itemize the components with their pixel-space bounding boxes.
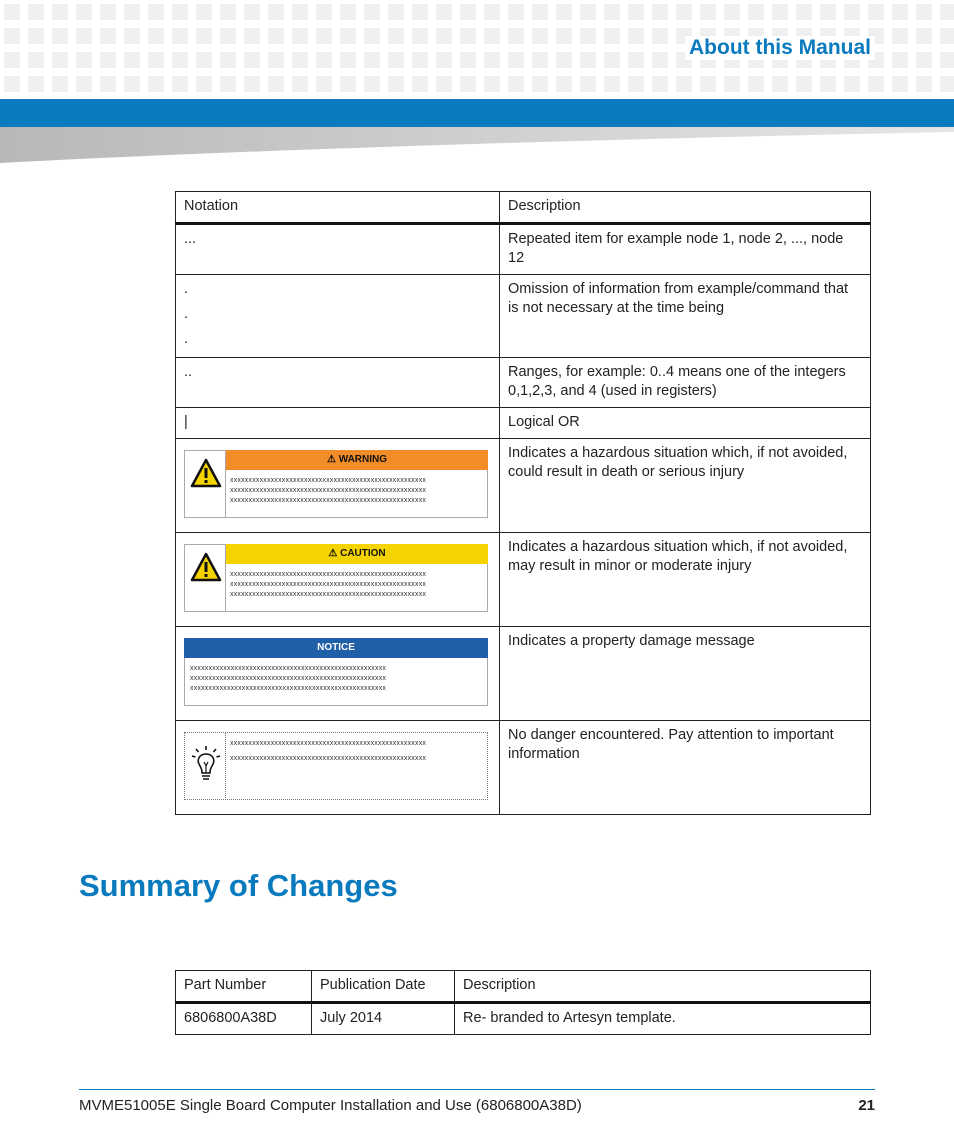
header-dot — [268, 28, 284, 44]
header-dot — [52, 28, 68, 44]
warning-band: ⚠ WARNING — [226, 450, 488, 470]
header-dot — [844, 76, 860, 92]
notation-cell — [176, 439, 500, 533]
header-dot — [76, 28, 92, 44]
notation-dot: . — [184, 306, 189, 322]
header-dot — [244, 28, 260, 44]
notation-cell: ... — [176, 224, 500, 275]
header-dot — [436, 4, 452, 20]
column-header: Part Number — [176, 971, 312, 1003]
header-dot — [580, 28, 596, 44]
header-dot — [580, 76, 596, 92]
header-dot — [100, 52, 116, 68]
header-dot — [460, 76, 476, 92]
header-dot — [316, 52, 332, 68]
description-cell: Indicates a property damage message — [500, 627, 871, 721]
header-dot — [412, 28, 428, 44]
column-header: Publication Date — [312, 971, 455, 1003]
header-dot — [124, 28, 140, 44]
description-cell: Indicates a hazardous situation which, if not avoided, could result in death or serious injury — [500, 439, 871, 533]
header-dot — [28, 28, 44, 44]
header-dot — [556, 28, 572, 44]
header-grey-swoosh — [0, 127, 954, 163]
header-dot — [316, 28, 332, 44]
header-dot — [364, 52, 380, 68]
notation-cell: | — [176, 408, 500, 439]
section-title: About this Manual — [685, 36, 875, 60]
header-dot — [52, 52, 68, 68]
notation-cell — [176, 275, 500, 358]
header-dot — [628, 76, 644, 92]
header-dot — [340, 28, 356, 44]
table-header-row — [176, 971, 871, 1003]
caution-band: ⚠ CAUTION — [226, 544, 488, 564]
header-dot — [148, 28, 164, 44]
header-dot — [124, 52, 140, 68]
header-dot — [652, 28, 668, 44]
header-dot — [868, 76, 884, 92]
table-row — [176, 358, 871, 408]
header-dot — [556, 4, 572, 20]
header-dot — [52, 4, 68, 20]
header-dot — [940, 76, 954, 92]
header-dot — [340, 76, 356, 92]
header-dot — [604, 4, 620, 20]
header-dot — [940, 52, 954, 68]
header-dot — [148, 76, 164, 92]
header-dot — [484, 76, 500, 92]
header-dot — [100, 4, 116, 20]
header-dot — [652, 4, 668, 20]
header-dot — [676, 76, 692, 92]
header-dot — [820, 76, 836, 92]
header-dot — [436, 76, 452, 92]
header-dot — [244, 4, 260, 20]
header-dot — [844, 4, 860, 20]
header-dot — [628, 52, 644, 68]
page-number: 21 — [858, 1097, 875, 1114]
table-row — [176, 408, 871, 439]
notation-cell: .. — [176, 358, 500, 408]
header-dot — [148, 52, 164, 68]
header-dot — [220, 4, 236, 20]
header-dot — [796, 4, 812, 20]
header-dot — [532, 28, 548, 44]
description-cell: Indicates a hazardous situation which, if not avoided, may result in minor or moderate injury — [500, 533, 871, 627]
header-dot — [292, 76, 308, 92]
header-dot — [388, 76, 404, 92]
header-dot — [628, 28, 644, 44]
header-dot — [268, 52, 284, 68]
header-dot — [388, 52, 404, 68]
summary-heading: Summary of Changes — [79, 868, 398, 903]
header-dot — [724, 4, 740, 20]
header-dot — [28, 4, 44, 20]
header-dot — [580, 4, 596, 20]
header-dot — [508, 28, 524, 44]
header-dot — [292, 52, 308, 68]
header-dot — [508, 76, 524, 92]
description-cell: Repeated item for example node 1, node 2, ..., node 12 — [500, 224, 871, 275]
header-dot — [556, 76, 572, 92]
header-dot — [268, 76, 284, 92]
changes-table — [175, 970, 871, 1035]
header-dot — [100, 76, 116, 92]
header-dot — [484, 4, 500, 20]
header-dot — [292, 28, 308, 44]
lightbulb-icon — [190, 744, 222, 786]
header-dot — [484, 28, 500, 44]
description-cell: Re- branded to Artesyn template. — [455, 1003, 871, 1035]
notation-table — [175, 191, 871, 815]
header-dot — [484, 52, 500, 68]
table-row — [176, 1003, 871, 1035]
header-dot — [388, 4, 404, 20]
description-cell: No danger encountered. Pay attention to important information — [500, 721, 871, 815]
notation-dot: . — [184, 331, 189, 347]
header-dot — [916, 4, 932, 20]
header-dot — [220, 52, 236, 68]
footer-text: MVME51005E Single Board Computer Installation and Use (6806800A38D) — [79, 1097, 582, 1114]
table-header-row — [176, 192, 871, 224]
header-dot — [172, 4, 188, 20]
placeholder-text: xxxxxxxxxxxxxxxxxxxxxxxxxxxxxxxxxxxxxxxxxxxxxxxxxxxxx xxxxxxxxxxxxxxxxxxxxxxxxxxxxxxxxxxxxxxxxxxxxxxxxxxxxx xxxxxxxxxxxxxxxxxxxxxxxxxxxxxxxxxxxxxxxxxxxxxxxxxxxxx — [190, 665, 387, 692]
table-row — [176, 275, 871, 358]
header-dot — [220, 28, 236, 44]
notation-cell — [176, 627, 500, 721]
description-cell: Logical OR — [500, 408, 871, 439]
header-dot — [916, 76, 932, 92]
header-dot — [628, 4, 644, 20]
warning-sign — [184, 450, 488, 518]
header-dot — [892, 4, 908, 20]
part-number-cell: 6806800A38D — [176, 1003, 312, 1035]
header-dot — [124, 4, 140, 20]
table-row — [176, 533, 871, 627]
header-dot — [76, 76, 92, 92]
header-dot — [460, 4, 476, 20]
header-dot — [820, 4, 836, 20]
header-dot — [676, 4, 692, 20]
header-dot — [700, 76, 716, 92]
header-dot — [532, 52, 548, 68]
header-dot — [412, 4, 428, 20]
header-dot — [580, 52, 596, 68]
header-dot — [604, 52, 620, 68]
header-dot — [76, 4, 92, 20]
header-dot — [76, 52, 92, 68]
header-dot — [4, 4, 20, 20]
header-dot — [292, 4, 308, 20]
header-dot — [892, 76, 908, 92]
header-dot — [340, 4, 356, 20]
notation-cell — [176, 721, 500, 815]
notice-sign — [184, 638, 488, 706]
header-dot — [364, 28, 380, 44]
header-dot — [220, 76, 236, 92]
header-dot — [532, 76, 548, 92]
header-dot — [772, 76, 788, 92]
header-dot — [532, 4, 548, 20]
caution-label: CAUTION — [340, 548, 386, 559]
tip-sign — [184, 732, 488, 800]
header-dot — [940, 28, 954, 44]
header-dot — [196, 28, 212, 44]
header-dot — [508, 52, 524, 68]
header-dot — [916, 28, 932, 44]
header-dot — [724, 76, 740, 92]
header-dot — [28, 76, 44, 92]
header-dot — [436, 28, 452, 44]
header-dot — [244, 76, 260, 92]
header-dot — [4, 28, 20, 44]
header-dot — [172, 76, 188, 92]
header-dot — [460, 52, 476, 68]
header-dot — [364, 76, 380, 92]
header-dot — [148, 4, 164, 20]
header-dot — [436, 52, 452, 68]
header-dot — [316, 76, 332, 92]
header-dot — [196, 76, 212, 92]
header-dot — [892, 52, 908, 68]
notation-cell — [176, 533, 500, 627]
header-dot — [772, 4, 788, 20]
header-dot — [892, 28, 908, 44]
notice-band: NOTICE — [184, 638, 488, 658]
caution-sign — [184, 544, 488, 612]
placeholder-text: xxxxxxxxxxxxxxxxxxxxxxxxxxxxxxxxxxxxxxxxxxxxxxxxxxxxx xxxxxxxxxxxxxxxxxxxxxxxxxxxxxxxxxxxxxxxxxxxxxxxxxxxxx xxxxxxxxxxxxxxxxxxxxxxxxxxxxxxxxxxxxxxxxxxxxxxxxxxxxx — [230, 477, 427, 504]
header-dot — [364, 4, 380, 20]
placeholder-text: xxxxxxxxxxxxxxxxxxxxxxxxxxxxxxxxxxxxxxxxxxxxxxxxxxxxx xxxxxxxxxxxxxxxxxxxxxxxxxxxxxxxxxxxxxxxxxxxxxxxxxxxxx xxxxxxxxxxxxxxxxxxxxxxxxxxxxxxxxxxxxxxxxxxxxxxxxxxxxx — [230, 571, 427, 598]
description-cell: Omission of information from example/command that is not necessary at the time being — [500, 275, 871, 358]
caution-triangle-icon — [190, 552, 222, 582]
header-dot — [316, 4, 332, 20]
header-dot — [700, 4, 716, 20]
date-cell: July 2014 — [312, 1003, 455, 1035]
table-row — [176, 224, 871, 275]
column-header: Notation — [176, 192, 500, 224]
header-dot — [124, 76, 140, 92]
warning-triangle-icon — [190, 458, 222, 488]
footer-rule — [79, 1089, 875, 1090]
header-dot — [4, 52, 20, 68]
header-dot — [4, 76, 20, 92]
header-dot — [196, 52, 212, 68]
header-dot — [388, 28, 404, 44]
warning-label: WARNING — [338, 454, 388, 465]
column-header: Description — [455, 971, 871, 1003]
placeholder-text: xxxxxxxxxxxxxxxxxxxxxxxxxxxxxxxxxxxxxxxxxxxxxxxxxxxxx xxxxxxxxxxxxxxxxxxxxxxxxxxxxxxxxxxxxxxxxxxxxxxxxxxxxx — [230, 740, 427, 762]
header-dot — [940, 4, 954, 20]
header-dot — [412, 76, 428, 92]
header-dot — [916, 52, 932, 68]
header-dot — [796, 76, 812, 92]
header-dot — [868, 4, 884, 20]
header-blue-bar — [0, 99, 954, 127]
header-dot — [748, 4, 764, 20]
header-dot — [172, 52, 188, 68]
header-dot — [412, 52, 428, 68]
header-dot — [52, 76, 68, 92]
header-dot — [196, 4, 212, 20]
column-header: Description — [500, 192, 871, 224]
header-dot — [340, 52, 356, 68]
table-row — [176, 627, 871, 721]
table-row — [176, 721, 871, 815]
header-dot — [604, 28, 620, 44]
header-dot — [460, 28, 476, 44]
header-dot — [508, 4, 524, 20]
header-dot — [556, 52, 572, 68]
header-dot — [268, 4, 284, 20]
header-dot — [748, 76, 764, 92]
header-dot — [244, 52, 260, 68]
header-dot — [28, 52, 44, 68]
header-dot — [652, 76, 668, 92]
header-dot — [604, 76, 620, 92]
header-dot — [172, 28, 188, 44]
header-dot — [652, 52, 668, 68]
description-cell: Ranges, for example: 0..4 means one of the integers 0,1,2,3, and 4 (used in registers) — [500, 358, 871, 408]
header-dot — [100, 28, 116, 44]
notation-dot: . — [184, 281, 189, 297]
table-row — [176, 439, 871, 533]
